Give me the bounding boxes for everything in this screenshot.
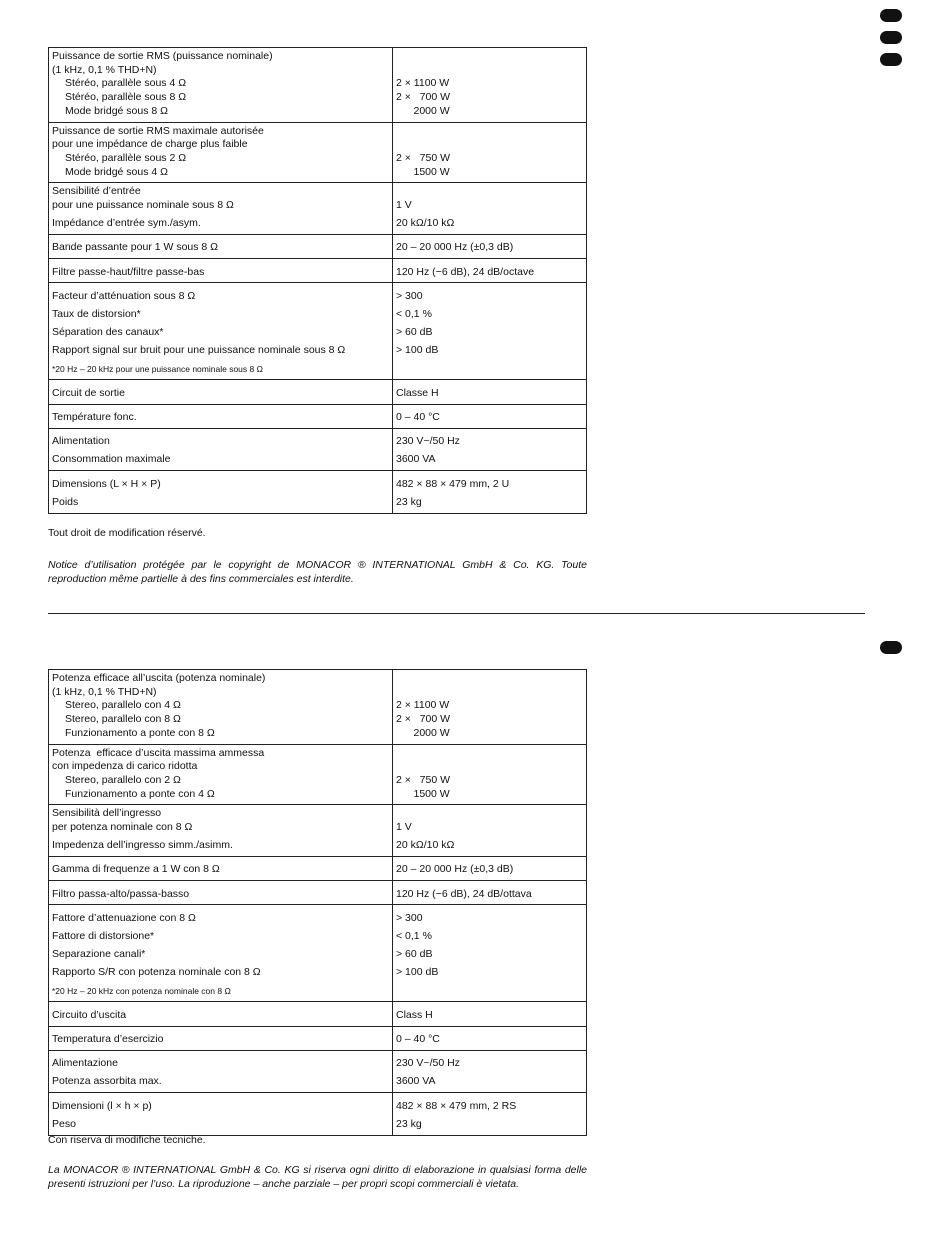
spec-value: 3600 VA xyxy=(396,1075,436,1088)
spec-value-cell xyxy=(393,428,587,470)
spec-row xyxy=(49,48,587,123)
spec-label-cell xyxy=(49,283,393,380)
spec-value xyxy=(396,686,583,700)
spec-label-cell xyxy=(49,1050,393,1092)
spec-label: Séparation des canaux* xyxy=(52,326,164,339)
spec-value: > 100 dB xyxy=(396,344,439,357)
modification-note-fr: Tout droit de modification réservé. xyxy=(48,527,206,539)
spec-label-cell xyxy=(49,1026,393,1050)
spec-label: Impédance d’entrée sym./asym. xyxy=(52,217,201,230)
spec-value: > 300 xyxy=(396,289,423,302)
spec-label-cell xyxy=(49,259,393,283)
spec-label: Mode bridgé sous 4 Ω xyxy=(65,165,168,178)
spec-table-fr xyxy=(48,47,587,514)
spec-label: Stereo, parallelo con 8 Ω xyxy=(65,713,181,726)
spec-label: Stéréo, parallèle sous 2 Ω xyxy=(65,151,187,164)
spec-label-cell xyxy=(49,881,393,905)
spec-label: Funzionamento a ponte con 4 Ω xyxy=(65,787,215,800)
spec-label-cell xyxy=(49,234,393,258)
spec-value: 2 × 1100 W xyxy=(396,77,450,90)
spec-value: > 60 dB xyxy=(396,948,433,961)
spec-row xyxy=(49,183,587,235)
spec-value: Classe H xyxy=(396,386,439,399)
spec-label-cell xyxy=(49,1093,393,1135)
spec-label-cell xyxy=(49,744,393,805)
spec-value: 3600 VA xyxy=(396,453,436,466)
spec-label: Alimentation xyxy=(52,435,110,448)
spec-label-cell xyxy=(49,905,393,1002)
spec-row xyxy=(49,1093,587,1135)
spec-value: > 100 dB xyxy=(396,966,439,979)
spec-label-cell xyxy=(49,670,393,745)
spec-label: pour une impédance de charge plus faible xyxy=(52,138,248,151)
spec-value-cell xyxy=(393,234,587,258)
spec-row xyxy=(49,856,587,880)
spec-value: > 300 xyxy=(396,911,423,924)
spec-value: 2 × 700 W xyxy=(396,713,450,726)
spec-label: Stereo, parallelo con 2 Ω xyxy=(65,773,181,786)
modification-note-it: Con riserva di modifiche tecniche. xyxy=(48,1134,206,1146)
spec-row xyxy=(49,1026,587,1050)
language-tab-marker xyxy=(880,31,902,44)
spec-value: 2 × 750 W xyxy=(396,773,450,786)
spec-value: 0 – 40 °C xyxy=(396,1033,440,1046)
spec-value-cell xyxy=(393,1026,587,1050)
spec-label: Sensibilità dell’ingresso xyxy=(52,807,162,820)
spec-value: 2 × 700 W xyxy=(396,91,450,104)
spec-value: 2000 W xyxy=(396,726,450,739)
spec-label: Rapporto S/R con potenza nominale con 8 Ω xyxy=(52,966,261,979)
language-tab-marker xyxy=(880,9,902,22)
spec-value: 120 Hz (−6 dB), 24 dB/octave xyxy=(396,265,535,278)
spec-label: Alimentazione xyxy=(52,1057,118,1070)
spec-label: Fattore di distorsione* xyxy=(52,930,155,943)
spec-value: 2 × 750 W xyxy=(396,151,450,164)
spec-row xyxy=(49,744,587,805)
spec-value: 1500 W xyxy=(396,787,450,800)
spec-value: 482 × 88 × 479 mm, 2 U xyxy=(396,477,510,490)
spec-value-cell xyxy=(393,404,587,428)
spec-label: Taux de distorsion* xyxy=(52,308,141,321)
spec-value xyxy=(396,125,583,139)
language-tab-marker xyxy=(880,641,902,654)
spec-footnote: *20 Hz – 20 kHz pour une puissance nominale sous 8 Ω xyxy=(52,363,263,374)
spec-value-cell xyxy=(393,471,587,513)
spec-value: 1 V xyxy=(396,821,412,834)
copyright-notice-it: La MONACOR ® INTERNATIONAL GmbH & Co. KG si riserva ogni diritto di elaborazione in qualsiasi forma delle presenti istruzioni per l’uso. La riproduzione – anche parziale – per propri scopi commerciali è vietata. xyxy=(48,1164,587,1190)
spec-value: 482 × 88 × 479 mm, 2 RS xyxy=(396,1099,517,1112)
spec-label: Separazione canali* xyxy=(52,948,146,961)
spec-label: Stereo, parallelo con 4 Ω xyxy=(65,699,181,712)
spec-label: Mode bridgé sous 8 Ω xyxy=(65,104,168,117)
section-divider xyxy=(48,613,865,614)
spec-value-cell xyxy=(393,259,587,283)
spec-value: > 60 dB xyxy=(396,326,433,339)
spec-value xyxy=(396,747,583,761)
spec-value-cell xyxy=(393,856,587,880)
spec-value-cell xyxy=(393,380,587,404)
spec-label: Filtro passa-alto/passa-basso xyxy=(52,887,190,900)
spec-row xyxy=(49,404,587,428)
spec-value: 1 V xyxy=(396,199,412,212)
spec-label: Gamma di frequenze a 1 W con 8 Ω xyxy=(52,863,220,876)
spec-row xyxy=(49,905,587,1002)
spec-label: Temperatura d’esercizio xyxy=(52,1033,164,1046)
spec-row xyxy=(49,259,587,283)
spec-label-cell xyxy=(49,380,393,404)
spec-value: 120 Hz (−6 dB), 24 dB/ottava xyxy=(396,887,532,900)
spec-value-cell xyxy=(393,805,587,857)
spec-value: 20 kΩ/10 kΩ xyxy=(396,839,455,852)
spec-value: 20 – 20 000 Hz (±0,3 dB) xyxy=(396,241,514,254)
spec-value: 230 V~/50 Hz xyxy=(396,435,460,448)
spec-label: Impedenza dell’ingresso simm./asimm. xyxy=(52,839,233,852)
spec-value: 23 kg xyxy=(396,495,422,508)
spec-label: Circuit de sortie xyxy=(52,386,125,399)
spec-label: Stéréo, parallèle sous 4 Ω xyxy=(65,77,187,90)
spec-label: pour une puissance nominale sous 8 Ω xyxy=(52,199,234,212)
spec-value xyxy=(396,760,583,774)
spec-row xyxy=(49,380,587,404)
spec-label: Circuito d’uscita xyxy=(52,1008,127,1021)
spec-label: Consommation maximale xyxy=(52,453,171,466)
spec-value xyxy=(396,138,583,152)
spec-label: Potenza efficace d’uscita massima ammessa xyxy=(52,746,265,759)
spec-label: Puissance de sortie RMS (puissance nominale) xyxy=(52,50,273,62)
spec-row xyxy=(49,471,587,513)
spec-label: Bande passante pour 1 W sous 8 Ω xyxy=(52,241,219,254)
spec-value: 230 V~/50 Hz xyxy=(396,1057,460,1070)
spec-label: Rapport signal sur bruit pour une puissance nominale sous 8 Ω xyxy=(52,344,346,357)
spec-label-cell xyxy=(49,471,393,513)
spec-table-it xyxy=(48,669,587,1136)
spec-row xyxy=(49,234,587,258)
spec-footnote: *20 Hz – 20 kHz con potenza nominale con 8 Ω xyxy=(52,985,231,996)
spec-label-cell xyxy=(49,48,393,123)
spec-label: Funzionamento a ponte con 8 Ω xyxy=(65,726,215,739)
spec-value-cell xyxy=(393,881,587,905)
spec-row xyxy=(49,283,587,380)
spec-label-cell xyxy=(49,805,393,857)
spec-value xyxy=(396,807,583,821)
spec-row xyxy=(49,881,587,905)
spec-label: Potenza assorbita max. xyxy=(52,1075,162,1088)
spec-value-cell xyxy=(393,905,587,1002)
spec-row xyxy=(49,1050,587,1092)
spec-label-cell xyxy=(49,404,393,428)
spec-value-cell xyxy=(393,183,587,235)
spec-row xyxy=(49,670,587,745)
spec-row xyxy=(49,428,587,470)
spec-label: Stéréo, parallèle sous 8 Ω xyxy=(65,91,187,104)
spec-label: per potenza nominale con 8 Ω xyxy=(52,821,193,834)
spec-value xyxy=(396,185,583,199)
spec-value: 2 × 1100 W xyxy=(396,699,450,712)
spec-label-cell xyxy=(49,856,393,880)
spec-row xyxy=(49,805,587,857)
spec-value-cell xyxy=(393,122,587,183)
spec-label: Potenza efficace all’uscita (potenza nominale) xyxy=(52,672,266,684)
spec-value xyxy=(396,64,583,78)
spec-label: Sensibilité d’entrée xyxy=(52,185,141,198)
spec-label: Facteur d’atténuation sous 8 Ω xyxy=(52,289,196,302)
spec-label: con impedenza di carico ridotta xyxy=(52,760,198,773)
spec-label: Poids xyxy=(52,495,79,508)
spec-label: Fattore d’attenuazione con 8 Ω xyxy=(52,911,196,924)
spec-value: 0 – 40 °C xyxy=(396,411,440,424)
spec-value: 20 – 20 000 Hz (±0,3 dB) xyxy=(396,863,514,876)
spec-label: (1 kHz, 0,1 % THD+N) xyxy=(52,63,157,76)
spec-label: Peso xyxy=(52,1117,76,1130)
spec-value-cell xyxy=(393,670,587,745)
language-tab-marker xyxy=(880,53,902,66)
spec-value-cell xyxy=(393,48,587,123)
spec-label-cell xyxy=(49,1002,393,1026)
spec-label-cell xyxy=(49,183,393,235)
spec-row xyxy=(49,1002,587,1026)
spec-value-cell xyxy=(393,1002,587,1026)
spec-label: Température fonc. xyxy=(52,411,137,424)
spec-label: Puissance de sortie RMS maximale autorisée xyxy=(52,124,264,137)
spec-value: 20 kΩ/10 kΩ xyxy=(396,217,455,230)
spec-value: < 0,1 % xyxy=(396,930,432,943)
spec-value: 1500 W xyxy=(396,165,450,178)
spec-value-cell xyxy=(393,283,587,380)
spec-label: Filtre passe-haut/filtre passe-bas xyxy=(52,265,205,278)
spec-value-cell xyxy=(393,1050,587,1092)
spec-value: Class H xyxy=(396,1008,433,1021)
spec-value xyxy=(396,50,583,64)
spec-row xyxy=(49,122,587,183)
spec-label-cell xyxy=(49,428,393,470)
spec-label-cell xyxy=(49,122,393,183)
spec-value: 2000 W xyxy=(396,104,450,117)
spec-value-cell xyxy=(393,744,587,805)
spec-label: Dimensions (L × H × P) xyxy=(52,477,161,490)
spec-value: < 0,1 % xyxy=(396,308,432,321)
spec-value-cell xyxy=(393,1093,587,1135)
spec-value xyxy=(396,672,583,686)
spec-label: (1 kHz, 0,1 % THD+N) xyxy=(52,685,157,698)
spec-label: Dimensioni (l × h × p) xyxy=(52,1099,152,1112)
spec-value: 23 kg xyxy=(396,1117,422,1130)
copyright-notice-fr: Notice d’utilisation protégée par le copyright de MONACOR ® INTERNATIONAL GmbH & Co. KG. Toute reproduction même partielle à des fins commerciales est interdite. xyxy=(48,559,587,585)
